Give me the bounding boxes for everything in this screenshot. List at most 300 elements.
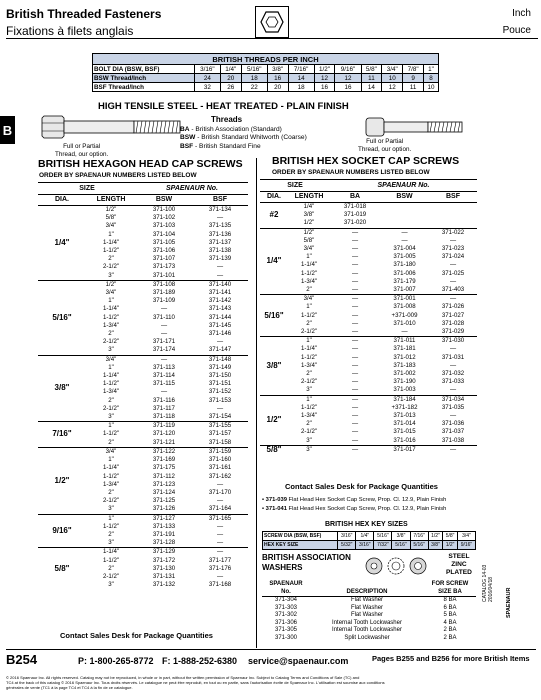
table-cell: 371-016 bbox=[393, 436, 416, 444]
table-cell: — bbox=[160, 330, 168, 338]
table-cell bbox=[380, 211, 429, 219]
table-cell bbox=[429, 211, 477, 219]
table-cell: 371-154 bbox=[208, 413, 232, 421]
table-cell: — bbox=[160, 388, 168, 396]
table-cell: — bbox=[351, 236, 359, 244]
table-cell: — bbox=[216, 271, 224, 279]
table-cell: 371-172 bbox=[152, 556, 176, 564]
table-row bbox=[260, 237, 477, 245]
table-cell: 371-036 bbox=[441, 420, 465, 428]
table-cell: 371-120 bbox=[152, 430, 176, 438]
threads-cell: 16 bbox=[335, 83, 361, 92]
table-cell: 371-007 bbox=[393, 286, 416, 294]
table-cell: 371-142 bbox=[208, 297, 232, 305]
table-cell: 371-018 bbox=[330, 203, 380, 212]
table-cell: 371-160 bbox=[208, 456, 232, 464]
table-cell: — bbox=[216, 497, 224, 505]
table-cell: — bbox=[401, 236, 408, 244]
table-row bbox=[260, 412, 477, 420]
table-cell: 371-124 bbox=[152, 488, 176, 496]
hex-key-cell: 7/16" bbox=[410, 532, 428, 541]
table-cell: 371-109 bbox=[152, 297, 176, 305]
table-cell: 371-150 bbox=[208, 372, 232, 380]
page-title: British Threaded Fasteners bbox=[6, 7, 162, 21]
table-cell: 3/8" bbox=[303, 211, 315, 219]
hex-key-cell: 5/16" bbox=[392, 541, 410, 550]
table-cell: — bbox=[351, 386, 359, 394]
table-cell: 371-126 bbox=[152, 505, 176, 513]
table-cell: 2-1/2" bbox=[300, 378, 318, 386]
table-row bbox=[260, 228, 477, 237]
dia-cell: 1/2" bbox=[38, 447, 86, 514]
table-cell: 5 BA bbox=[443, 612, 457, 618]
table-cell: +371-009 bbox=[391, 311, 418, 319]
table-cell: 371-119 bbox=[136, 422, 192, 431]
table-row bbox=[262, 620, 476, 628]
table-cell: Internal Tooth Lockwasher bbox=[332, 627, 402, 633]
table-cell bbox=[429, 219, 477, 228]
table-row bbox=[38, 514, 248, 523]
table-cell: 2-1/2" bbox=[102, 572, 120, 580]
table-cell: 371-134 bbox=[192, 206, 248, 215]
table-cell: 371-170 bbox=[208, 488, 232, 496]
table-row bbox=[260, 362, 477, 370]
table-cell: — bbox=[351, 345, 359, 353]
table-cell: 1-1/2" bbox=[102, 313, 120, 321]
table-cell: 371-114 bbox=[153, 372, 175, 380]
threads-cell: 3/4" bbox=[382, 65, 403, 74]
threads-cell: 7/16" bbox=[288, 65, 314, 74]
table-cell: 371-151 bbox=[208, 380, 232, 388]
table-cell: — bbox=[449, 277, 457, 285]
table-cell: 371-161 bbox=[208, 464, 232, 472]
table-cell: — bbox=[351, 378, 359, 386]
table-cell: 371-165 bbox=[192, 514, 248, 523]
table-cell: 1/2" bbox=[288, 228, 330, 237]
table-cell: 2" bbox=[306, 370, 312, 378]
table-row bbox=[38, 206, 248, 215]
table-cell: 371-024 bbox=[441, 253, 465, 261]
hex-key-cell: 1/2" bbox=[443, 541, 458, 550]
table-cell: 371-008 bbox=[393, 303, 416, 311]
table-cell: 3" bbox=[108, 581, 114, 589]
table-cell: 371-003 bbox=[393, 386, 416, 394]
dia-cell: 7/16" bbox=[38, 422, 86, 448]
threads-cell: 22 bbox=[241, 83, 267, 92]
table-cell: 371-132 bbox=[152, 581, 176, 589]
unit-label: Inch bbox=[512, 8, 531, 19]
threads-cell: 1/2" bbox=[314, 65, 335, 74]
threads-cell: 24 bbox=[194, 74, 220, 83]
table-cell: — bbox=[351, 436, 359, 444]
hex-key-cell: 7/32" bbox=[374, 541, 392, 550]
hex-key-cell: 3/8" bbox=[392, 532, 410, 541]
table-cell: — bbox=[351, 269, 359, 277]
header-rule bbox=[6, 38, 538, 39]
table-cell: 1" bbox=[108, 363, 114, 371]
table-cell: 1" bbox=[288, 337, 330, 346]
table-cell: 371-403 bbox=[441, 286, 465, 294]
table-cell: — bbox=[216, 338, 224, 346]
table-cell: 1" bbox=[306, 303, 312, 311]
threads-cell: 9/16" bbox=[335, 65, 361, 74]
table-cell: 371-137 bbox=[208, 238, 232, 246]
table-cell: 1-1/2" bbox=[102, 472, 120, 480]
col-length: LENGTH bbox=[86, 195, 136, 206]
table-cell: 1/2" bbox=[303, 219, 315, 227]
table-row bbox=[260, 295, 477, 304]
table-row bbox=[260, 420, 477, 428]
table-cell: 371-121 bbox=[152, 438, 176, 446]
table-row bbox=[260, 370, 477, 378]
table-cell: — bbox=[216, 263, 224, 271]
bsw-label: BSW Thread/Inch bbox=[93, 74, 195, 83]
table-cell: 371-031 bbox=[441, 353, 465, 361]
table-cell: 371-032 bbox=[441, 370, 465, 378]
table-cell: 371-191 bbox=[152, 530, 176, 538]
table-cell: 371-108 bbox=[136, 280, 192, 289]
socket-subtitle: ORDER BY SPAENAUR NUMBERS LISTED BELOW bbox=[272, 169, 430, 176]
table-cell: 1" bbox=[86, 514, 136, 523]
table-cell: 371-175 bbox=[152, 464, 176, 472]
table-cell: — bbox=[216, 539, 224, 547]
table-cell: 371-159 bbox=[192, 447, 248, 456]
table-cell: — bbox=[216, 404, 224, 412]
table-cell: — bbox=[160, 305, 168, 313]
table-cell: 371-184 bbox=[380, 395, 429, 404]
dia-cell: 5/16" bbox=[260, 295, 288, 337]
table-cell: — bbox=[351, 286, 359, 294]
socket-contact: Contact Sales Desk for Package Quantities bbox=[285, 482, 438, 491]
table-row bbox=[260, 245, 477, 253]
table-cell: 6 BA bbox=[443, 604, 457, 611]
table-cell: 371-028 bbox=[441, 319, 465, 327]
table-row bbox=[260, 445, 477, 454]
table-row bbox=[262, 597, 476, 605]
table-cell: 371-127 bbox=[136, 514, 192, 523]
table-cell: — bbox=[330, 295, 380, 304]
table-cell bbox=[429, 203, 477, 212]
table-cell: 1-3/4" bbox=[102, 388, 120, 396]
table-cell: — bbox=[351, 253, 359, 261]
table-cell: 1-1/2" bbox=[102, 247, 120, 255]
table-cell: 371-305 bbox=[274, 627, 298, 633]
table-cell: 2" bbox=[108, 564, 114, 572]
table-cell: 371-100 bbox=[136, 206, 192, 215]
table-cell: 1-1/2" bbox=[300, 269, 318, 277]
table-row bbox=[260, 437, 477, 446]
hex-key-cell: 3/16" bbox=[338, 532, 356, 541]
table-cell: 371-112 bbox=[153, 472, 175, 480]
dia-cell: 1/2" bbox=[260, 395, 288, 445]
table-cell: 3" bbox=[108, 346, 114, 354]
table-cell: 1/2" bbox=[86, 206, 136, 215]
threads-cell: 32 bbox=[194, 83, 220, 92]
table-cell: 371-123 bbox=[152, 480, 176, 488]
col-bsw: BSW bbox=[380, 192, 429, 203]
threads-cell: 14 bbox=[361, 83, 382, 92]
table-cell: 371-136 bbox=[208, 230, 232, 238]
table-row bbox=[262, 612, 476, 620]
table-cell: 3" bbox=[108, 413, 114, 421]
table-row bbox=[260, 404, 477, 412]
table-cell: 371-176 bbox=[208, 564, 232, 572]
table-cell: 371-155 bbox=[192, 422, 248, 431]
table-cell: — bbox=[449, 261, 457, 269]
table-cell: 371-116 bbox=[153, 396, 175, 404]
table-cell: 4 BA bbox=[443, 619, 457, 626]
page-title-fr: Fixations à filets anglais bbox=[6, 24, 134, 38]
table-cell: 371-020 bbox=[343, 219, 367, 227]
table-cell: 3" bbox=[108, 271, 114, 279]
table-cell: — bbox=[216, 214, 224, 222]
washers-title: BRITISH ASSOCIATION WASHERS bbox=[262, 553, 351, 572]
table-cell: 371-105 bbox=[152, 238, 176, 246]
table-cell: 2-1/2" bbox=[102, 338, 120, 346]
table-cell: — bbox=[401, 328, 408, 336]
hex-key-table bbox=[262, 531, 476, 550]
table-cell: 2-1/2" bbox=[102, 263, 120, 271]
legal-text: © 2016 Spaenaur Inc. All rights reserved. Catalog may not be reproduced, in whole or in part, without the written permission of Spaenaur Inc. Subject to Catalog Terms and Conditions of Sale (TC) and TC4 at the back of this catalog © 2016 Spaenaur Inc. Tous droits réservés. Le catalogue ne peut être reproduit, en tout ou en partie, sans l'autorisation écrite de Spaenaur Inc. L'utilisation est soumise aux conditions générales de vente (TC1 à la page TC4 et TC4 à la fin de ce catalogue. bbox=[6, 675, 385, 690]
hex-key-cell: 5/16" bbox=[410, 541, 428, 550]
hex-head-subtitle: ORDER BY SPAENAUR NUMBERS LISTED BELOW bbox=[39, 172, 197, 179]
table-cell: 371-027 bbox=[441, 311, 465, 319]
table-row bbox=[260, 261, 477, 269]
threads-cell: 3/16" bbox=[194, 65, 220, 74]
table-cell: — bbox=[216, 480, 224, 488]
washer-finish: STEEL ZINC PLATED bbox=[446, 553, 472, 576]
table-cell: 371-179 bbox=[393, 277, 416, 285]
table-cell: 2" bbox=[108, 330, 114, 338]
table-cell: — bbox=[351, 261, 359, 269]
socket-notes: • 371-039 Flat Head Hex Socket Cap Screw, Prop. Cl. 12.9, Plain Finish • 371-041 Flat Head Hex Socket Cap Screw, Prop. Cl. 12.9, Plain Finish bbox=[262, 497, 447, 512]
table-cell: 371-162 bbox=[208, 472, 232, 480]
table-cell: +371-182 bbox=[391, 403, 418, 411]
table-cell: 371-171 bbox=[152, 338, 176, 346]
threads-cell: 5/8" bbox=[361, 65, 382, 74]
table-cell: — bbox=[351, 311, 359, 319]
table-cell bbox=[380, 203, 429, 212]
table-cell: — bbox=[351, 303, 359, 311]
hex-key-cell: 1/4" bbox=[356, 532, 374, 541]
threads-cell: 1/4" bbox=[220, 65, 241, 74]
dia-cell: 1/4" bbox=[260, 228, 288, 295]
table-cell: — bbox=[216, 572, 224, 580]
table-cell: 1/4" bbox=[288, 203, 330, 212]
table-cell: Flat Washer bbox=[350, 597, 384, 603]
threads-cell: 1" bbox=[424, 65, 439, 74]
table-cell: 2" bbox=[108, 396, 114, 404]
hex-key-cell: 3/4" bbox=[457, 532, 475, 541]
threads-cell: 7/8" bbox=[403, 65, 424, 74]
table-cell: — bbox=[429, 445, 477, 454]
col-ba: BA bbox=[330, 192, 380, 203]
table-cell: 2" bbox=[108, 488, 114, 496]
table-cell: 371-129 bbox=[136, 548, 192, 557]
hex-head-contact: Contact Sales Desk for Package Quantities bbox=[60, 631, 213, 640]
table-row bbox=[260, 211, 477, 219]
tensile-heading: HIGH TENSILE STEEL - HEAT TREATED - PLAIN FINISH bbox=[98, 101, 349, 112]
table-cell: 3" bbox=[108, 539, 114, 547]
table-cell: 371-113 bbox=[153, 363, 175, 371]
table-row bbox=[260, 203, 477, 212]
table-cell: 1-1/2" bbox=[300, 353, 318, 361]
table-cell: 371-158 bbox=[208, 438, 232, 446]
table-cell: — bbox=[330, 445, 380, 454]
threads-cell: 20 bbox=[220, 74, 241, 83]
col-dia: DIA. bbox=[38, 195, 86, 206]
washers-icon bbox=[362, 551, 442, 577]
dia-cell: 1/4" bbox=[38, 206, 86, 281]
table-row bbox=[260, 286, 477, 295]
divider bbox=[260, 179, 477, 180]
table-cell: — bbox=[136, 355, 192, 364]
table-cell: 371-010 bbox=[393, 319, 416, 327]
table-cell: 371-014 bbox=[393, 420, 416, 428]
table-cell: 371-146 bbox=[208, 330, 232, 338]
table-row bbox=[260, 337, 477, 346]
col-description: DESCRIPTION bbox=[310, 581, 424, 597]
table-row bbox=[260, 303, 477, 311]
dia-cell: 3/8" bbox=[260, 337, 288, 395]
table-cell: 371-140 bbox=[192, 280, 248, 289]
col-length: LENGTH bbox=[288, 192, 330, 203]
table-cell: — bbox=[449, 345, 457, 353]
table-cell: — bbox=[351, 420, 359, 428]
table-cell: 371-117 bbox=[153, 404, 175, 412]
table-row bbox=[38, 355, 248, 364]
table-cell: — bbox=[330, 395, 380, 404]
table-cell: 371-026 bbox=[441, 303, 465, 311]
thread-note-left: Full or Partial Thread, our option. bbox=[55, 143, 109, 158]
table-cell: 371-011 bbox=[380, 337, 429, 346]
table-cell: 371-177 bbox=[208, 556, 232, 564]
table-cell: — bbox=[351, 245, 359, 253]
threads-cell: 20 bbox=[267, 83, 288, 92]
threads-cell: 12 bbox=[382, 83, 403, 92]
table-cell: 371-180 bbox=[393, 261, 416, 269]
table-cell: 1-3/4" bbox=[300, 361, 318, 369]
table-cell: 371-038 bbox=[441, 436, 465, 444]
socket-table bbox=[260, 181, 477, 454]
table-row bbox=[260, 354, 477, 362]
table-cell: 371-133 bbox=[152, 522, 176, 530]
table-cell: 371-145 bbox=[208, 321, 232, 329]
table-cell: 1" bbox=[108, 297, 114, 305]
table-row bbox=[260, 320, 477, 328]
table-cell: 2-1/2" bbox=[102, 404, 120, 412]
table-cell: 1" bbox=[108, 230, 114, 238]
col-spaenaur: SPAENAUR No. bbox=[330, 181, 477, 192]
table-cell: — bbox=[351, 370, 359, 378]
threads-cell: 16 bbox=[267, 74, 288, 83]
table-row bbox=[260, 395, 477, 404]
table-cell: 1-3/4" bbox=[300, 412, 318, 420]
table-row bbox=[38, 548, 248, 557]
threads-cell: 11 bbox=[361, 74, 382, 83]
table-cell: 371-183 bbox=[393, 361, 416, 369]
table-cell: 1-3/4" bbox=[300, 277, 318, 285]
dia-cell: 5/8" bbox=[38, 548, 86, 590]
thread-note-right: Full or Partial Thread, our option. bbox=[358, 138, 412, 153]
table-row bbox=[260, 253, 477, 261]
table-cell: 371-002 bbox=[393, 370, 416, 378]
table-row bbox=[260, 386, 477, 395]
table-row bbox=[260, 312, 477, 320]
col-size: SIZE bbox=[38, 184, 136, 195]
hex-key-cell: 3/8" bbox=[428, 541, 443, 550]
table-cell bbox=[380, 219, 429, 228]
table-cell: Internal Tooth Lockwasher bbox=[332, 619, 402, 626]
table-cell: 3/4" bbox=[105, 222, 117, 230]
table-cell: 371-174 bbox=[152, 346, 176, 354]
table-cell: — bbox=[160, 321, 168, 329]
table-cell: 1/2" bbox=[86, 280, 136, 289]
dia-cell: 5/16" bbox=[38, 280, 86, 355]
threads-cell: 10 bbox=[382, 74, 403, 83]
table-cell: 3" bbox=[306, 436, 312, 444]
table-cell: 1-1/4" bbox=[86, 548, 136, 557]
table-cell: 371-034 bbox=[429, 395, 477, 404]
threads-cell: 10 bbox=[424, 83, 439, 92]
table-cell: 3/4" bbox=[105, 289, 117, 297]
table-cell: — bbox=[351, 428, 359, 436]
table-row bbox=[262, 605, 476, 613]
table-cell: 1" bbox=[86, 422, 136, 431]
table-cell: — bbox=[330, 228, 380, 237]
table-cell: — bbox=[449, 386, 457, 394]
table-cell: 371-006 bbox=[393, 269, 416, 277]
table-row bbox=[260, 378, 477, 386]
phone: P: 1-800-265-8772 bbox=[78, 656, 154, 666]
table-cell: — bbox=[330, 337, 380, 346]
table-cell: 371-012 bbox=[393, 353, 416, 361]
brand-logo: SPAENAUR bbox=[506, 587, 512, 618]
table-cell: 371-013 bbox=[393, 412, 416, 420]
hex-key-cell: 1/2" bbox=[428, 532, 443, 541]
table-cell: 371-164 bbox=[208, 505, 232, 513]
table-cell: 2" bbox=[108, 438, 114, 446]
hex-head-title: BRITISH HEXAGON HEAD CAP SCREWS bbox=[38, 158, 243, 170]
table-row bbox=[38, 422, 248, 431]
table-cell: 371-190 bbox=[393, 378, 416, 386]
section-tab: B bbox=[0, 116, 15, 144]
email-link[interactable]: service@spaenaur.com bbox=[248, 656, 349, 666]
col-bsw: BSW bbox=[136, 195, 192, 206]
table-cell: 3/4" bbox=[303, 245, 315, 253]
table-cell: 371-103 bbox=[152, 222, 176, 230]
table-cell: — bbox=[216, 522, 224, 530]
table-cell: 3/4" bbox=[288, 295, 330, 304]
threads-cell: 26 bbox=[220, 83, 241, 92]
col-spaenaur: SPAENAUR No. bbox=[136, 184, 248, 195]
table-row bbox=[260, 278, 477, 286]
table-cell: 1-3/4" bbox=[102, 480, 120, 488]
table-cell: 1-1/2" bbox=[102, 380, 120, 388]
threads-cell: 9 bbox=[403, 74, 424, 83]
hex-key-cell: 9/16" bbox=[457, 541, 475, 550]
table-cell: 8 BA bbox=[443, 597, 457, 603]
table-cell: 3" bbox=[306, 386, 312, 394]
hex-head-icon bbox=[255, 6, 289, 38]
table-cell: 371-101 bbox=[152, 271, 176, 279]
threads-cell: 18 bbox=[241, 74, 267, 83]
threads-cell: 12 bbox=[314, 74, 335, 83]
table-row bbox=[262, 627, 476, 635]
table-cell: 1-1/4" bbox=[102, 464, 120, 472]
bsf-label: BSF Thread/Inch bbox=[93, 83, 195, 92]
table-cell: 371-029 bbox=[441, 328, 465, 336]
